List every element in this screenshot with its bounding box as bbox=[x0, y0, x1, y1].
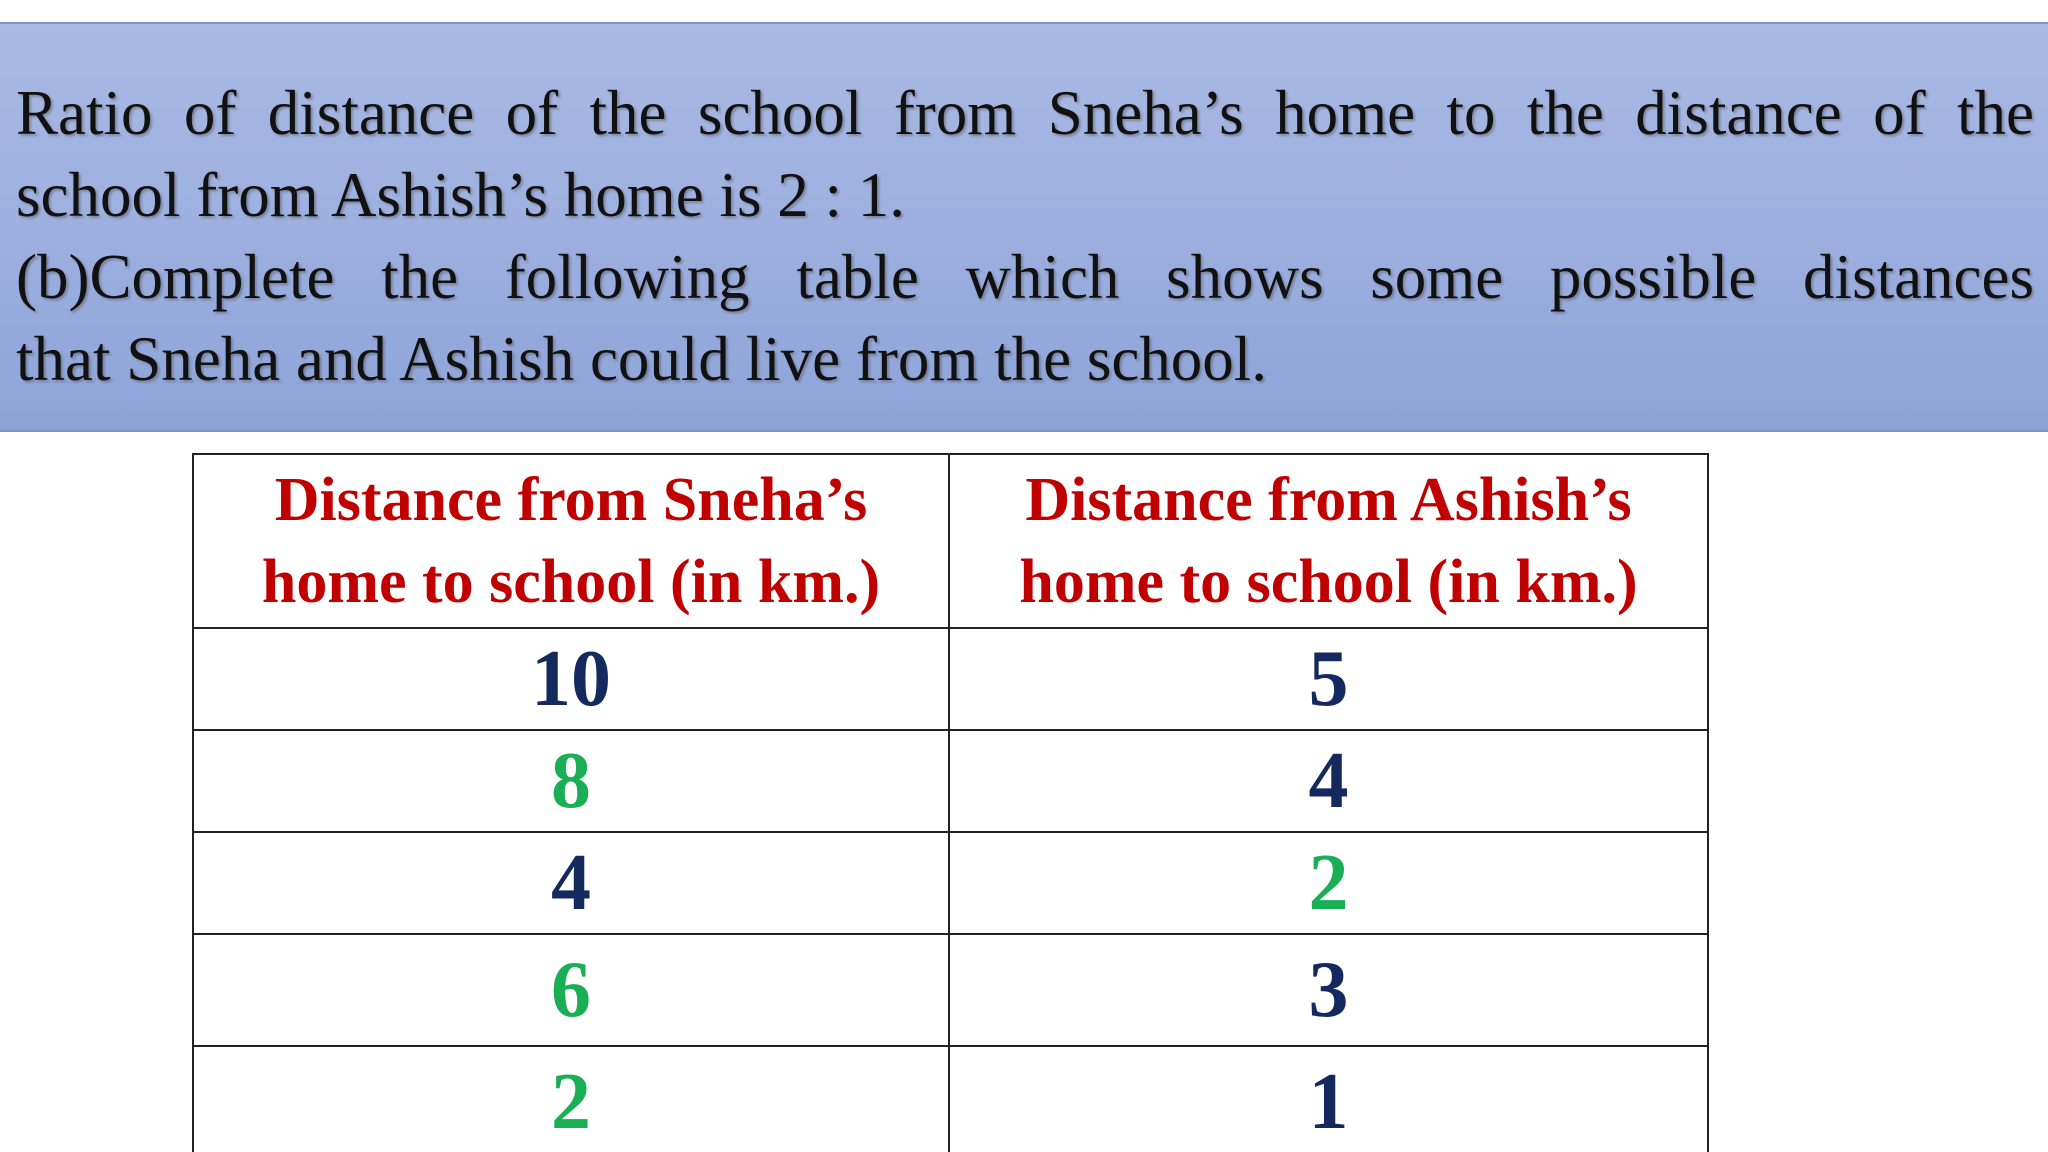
table-header-row bbox=[193, 454, 1708, 628]
question-box bbox=[0, 22, 2048, 432]
table-row bbox=[193, 1046, 1708, 1152]
table-row bbox=[193, 832, 1708, 934]
sneha-distance-cell: 6 bbox=[193, 934, 949, 1046]
header-ashish-line-1: Distance from Ashish’s bbox=[1025, 466, 1632, 534]
header-ashish-distance bbox=[949, 454, 1708, 628]
header-sneha-line-2: home to school (in km.) bbox=[261, 548, 881, 616]
question-line-4: that Sneha and Ashish could live from the school. bbox=[16, 324, 1268, 394]
table-row bbox=[193, 730, 1708, 832]
header-ashish-line-2: home to school (in km.) bbox=[1019, 548, 1638, 616]
question-line-2: school from Ashish’s home is 2 : 1. bbox=[16, 160, 906, 230]
header-sneha-distance bbox=[193, 454, 949, 628]
sneha-distance-cell: 2 bbox=[193, 1046, 949, 1152]
ashish-distance-cell: 4 bbox=[949, 730, 1708, 832]
ashish-distance-cell: 1 bbox=[949, 1046, 1708, 1152]
header-sneha-line-1: Distance from Sneha’s bbox=[274, 466, 868, 534]
ashish-distance-cell: 2 bbox=[949, 832, 1708, 934]
sneha-distance-cell: 4 bbox=[193, 832, 949, 934]
question-line-1: Ratio of distance of the school from Sneha’s home to the distance of the bbox=[16, 78, 2034, 148]
sneha-distance-cell: 8 bbox=[193, 730, 949, 832]
table-row bbox=[193, 628, 1708, 730]
distance-table bbox=[192, 453, 1709, 1152]
sneha-distance-cell: 10 bbox=[193, 628, 949, 730]
ashish-distance-cell: 5 bbox=[949, 628, 1708, 730]
table-row bbox=[193, 934, 1708, 1046]
question-line-3: (b)Complete the following table which shows some possible distances bbox=[16, 242, 2034, 312]
ashish-distance-cell: 3 bbox=[949, 934, 1708, 1046]
